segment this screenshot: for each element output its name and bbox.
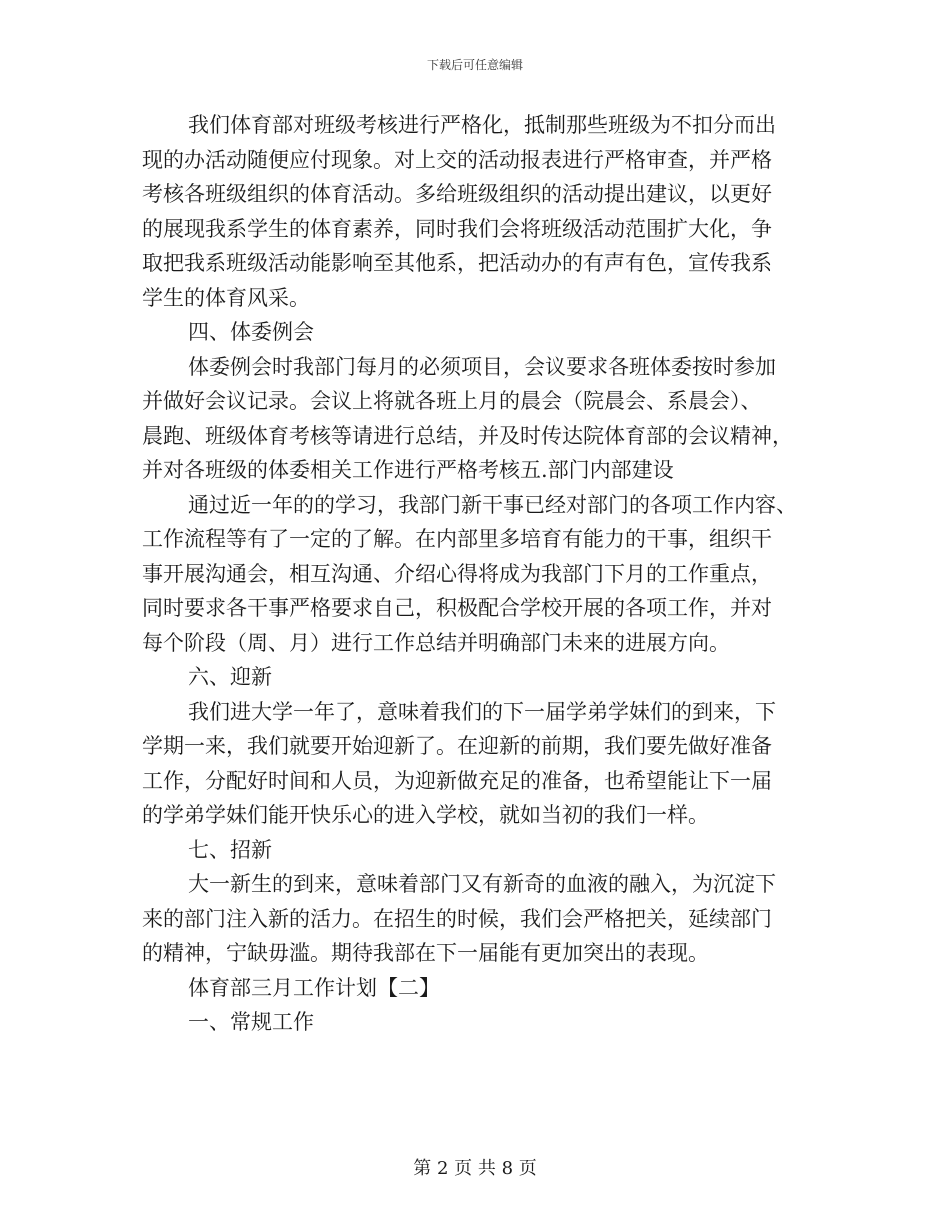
section-heading-6: 六、迎新 [188, 665, 272, 689]
body-line: 学期一来，我们就要开始迎新了。在迎新的前期，我们要先做好准备 [142, 734, 772, 758]
body-line: 取把我系班级活动能影响至其他系，把活动办的有声有色，宣传我系 [142, 251, 772, 275]
body-line: 每个阶段（周、月）进行工作总结并明确部门未来的进展方向。 [142, 630, 730, 655]
section-heading-4: 四、体委例会 [188, 320, 314, 344]
body-line: 工作流程等有了一定的了解。在内部里多培育有能力的干事，组织干 [142, 527, 772, 551]
section-heading-7: 七、招新 [188, 837, 272, 862]
body-line: 我们进大学一年了，意味着我们的下一届学弟学妹们的到来，下 [188, 699, 776, 724]
body-line: 现的办活动随便应付现象。对上交的活动报表进行严格审查，并严格 [142, 147, 772, 172]
page-number: 第 2 页 共 8 页 [413, 1158, 537, 1179]
body-line: 晨跑、班级体育考核等请进行总结，并及时传达院体育部的会议精神， [142, 423, 793, 448]
document-subtitle: 体育部三月工作计划【二】 [188, 975, 440, 1000]
section-heading-1: 一、常规工作 [188, 1010, 314, 1034]
page-header-note: 下载后可任意编辑 [426, 58, 523, 72]
body-line: 来的部门注入新的活力。在招生的时候，我们会严格把关，延续部门 [142, 906, 772, 931]
body-line: 的精神，宁缺毋滥。期待我部在下一届能有更加突出的表现。 [142, 941, 709, 965]
body-line: 并对各班级的体委相关工作进行严格考核五.部门内部建设 [142, 458, 674, 482]
body-line: 学生的体育风采。 [142, 285, 310, 310]
body-line: 的学弟学妹们能开快乐心的进入学校，就如当初的我们一样。 [142, 803, 709, 827]
body-line: 通过近一年的的学习，我部门新干事已经对部门的各项工作内容、 [188, 492, 797, 517]
body-line: 考核各班级组织的体育活动。多给班级组织的活动提出建议，以更好 [142, 182, 772, 206]
document-body [142, 108, 808, 1040]
body-line: 工作，分配好时间和人员，为迎新做充足的准备，也希望能让下一届 [142, 768, 772, 793]
body-line: 体委例会时我部门每月的必须项目，会议要求各班体委按时参加 [188, 354, 776, 379]
body-line: 事开展沟通会，相互沟通、介绍心得将成为我部门下月的工作重点， [142, 561, 772, 586]
body-line: 并做好会议记录。会议上将就各班上月的晨会（院晨会、系晨会）、 [142, 389, 762, 413]
body-line: 大一新生的到来，意味着部门又有新奇的血液的融入，为沉淀下 [188, 872, 776, 896]
body-line: 的展现我系学生的体育素养，同时我们会将班级活动范围扩大化，争 [142, 216, 772, 241]
body-line: 我们体育部对班级考核进行严格化，抵制那些班级为不扣分而出 [188, 113, 776, 137]
body-line: 同时要求各干事严格要求自己，积极配合学校开展的各项工作，并对 [142, 596, 772, 620]
